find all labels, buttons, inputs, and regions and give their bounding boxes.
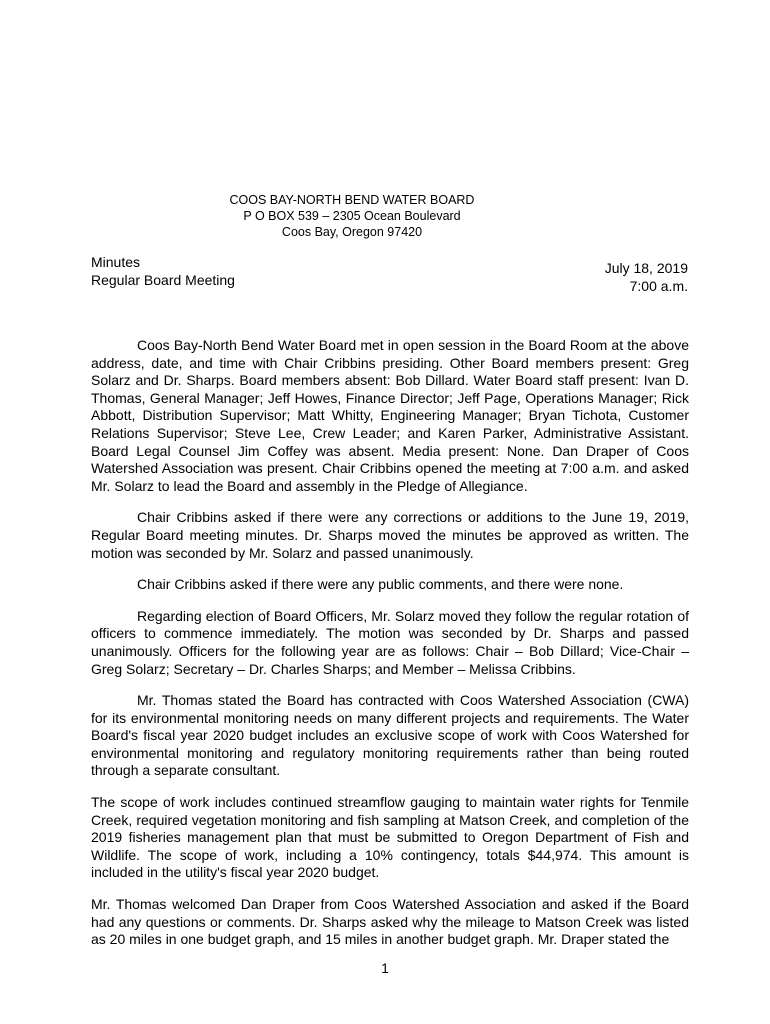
paragraph-public-comments: Chair Cribbins asked if there were any public comments, and there were none. <box>137 576 624 593</box>
address-line-2: Coos Bay, Oregon 97420 <box>281 225 423 239</box>
meeting-header-right <box>605 259 688 295</box>
minutes-body <box>91 337 689 963</box>
organization-name: COOS BAY-NORTH BEND WATER BOARD <box>229 193 475 207</box>
meeting-date: July 18, 2019 <box>604 260 688 276</box>
letterhead <box>0 192 704 240</box>
document-type: Minutes <box>91 254 141 270</box>
paragraph-opening: Coos Bay-North Bend Water Board met in open session in the Board Room at the above address, date, and time with Chair Cribbins presiding. Other Board members present: Greg Solarz and Dr. Sharps. Board members absent: Bob Dillard. Water Board staff present: Ivan D. Thomas, General Manager; Jeff Howes, Finance Director; Jeff Page, Operations Manager; Rick Abbott, Distribution Supervisor; Matt Whitty, Engineering Manager; Bryan Tichota, Customer Relations Supervisor; Steve Lee, Crew Leader; and Karen Parker, Administrative Assistant. Board Legal Counsel Jim Coffey was absent. Media present: None. Dan Draper of Coos Watershed Association was present. Chair Cribbins opened the meeting at 7:00 a.m. and asked Mr. Solarz to lead the Board and assembly in the Pledge of Allegiance. <box>91 337 689 494</box>
meeting-type: Regular Board Meeting <box>91 272 235 288</box>
meeting-header-left <box>91 253 235 289</box>
paragraph-dan-draper: Mr. Thomas welcomed Dan Draper from Coos Watershed Association and asked if the Board had any questions or comments. Dr. Sharps asked why the mileage to Matson Creek was listed as 20 miles in one budget graph, and 15 miles in another budget graph. Mr. Draper stated the <box>91 896 689 948</box>
meeting-time: 7:00 a.m. <box>629 278 688 294</box>
paragraph-officer-election: Regarding election of Board Officers, Mr. Solarz moved they follow the regular rotation of officers to commence immediately. The motion was seconded by Dr. Sharps and passed unanimously. Officers for the following year are as follows: Chair – Bob Dillard; Vice-Chair – Greg Solarz; Secretary – Dr. Charles Sharps; and Member – Melissa Cribbins. <box>91 607 689 677</box>
page-number: 1 <box>381 960 389 976</box>
paragraph-cwa-contract: Mr. Thomas stated the Board has contracted with Coos Watershed Association (CWA) for its environmental monitoring needs on many different projects and requirements. The Water Board's fiscal year 2020 budget includes an exclusive scope of work with Coos Watershed for environmental monitoring and regulatory monitoring requirements rather than being routed through a separate consultant. <box>91 692 689 779</box>
paragraph-scope-of-work: The scope of work includes continued streamflow gauging to maintain water rights for Tenmile Creek, required vegetation monitoring and fish sampling at Matson Creek, and completion of the 2019 fisheries management plan that must be submitted to Oregon Department of Fish and Wildlife. The scope of work, including a 10% contingency, totals $44,974. This amount is included in the utility's fiscal year 2020 budget. <box>91 794 689 881</box>
paragraph-minutes-approval: Chair Cribbins asked if there were any corrections or additions to the June 19, 2019, Regular Board meeting minutes. Dr. Sharps moved the minutes be approved as written. The motion was seconded by Mr. Solarz and passed unanimously. <box>91 509 689 561</box>
address-line-1: P O BOX 539 – 2305 Ocean Boulevard <box>243 209 461 223</box>
